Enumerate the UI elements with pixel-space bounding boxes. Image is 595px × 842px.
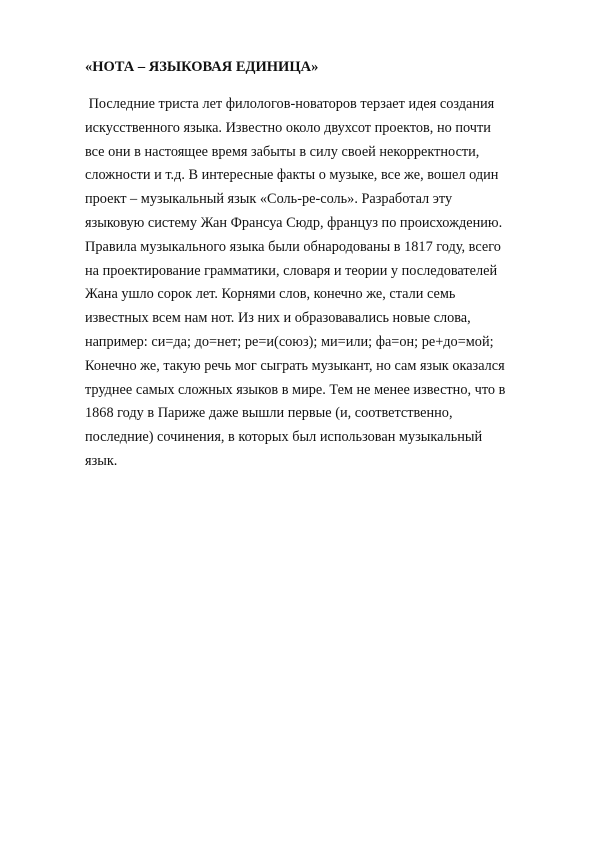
body-paragraph	[85, 93, 555, 474]
paragraph-line: Жана ушло сорок лет. Корнями слов, конечно же, стали семь	[85, 286, 456, 303]
paragraph-line: известных всем нам нот. Из них и образовавались новые слова,	[85, 310, 471, 327]
paragraph-line: на проектирование грамматики, словаря и теории у последователей	[85, 262, 498, 279]
paragraph-line: последние) сочинения, в которых был использован музыкальный	[85, 429, 483, 446]
paragraph-line: все они в настоящее время забыты в силу своей некорректности,	[85, 143, 480, 160]
paragraph-line: проект – музыкальный язык «Соль-ре-соль». Разработал эту	[85, 191, 453, 208]
paragraph-line: языковую систему Жан Франсуа Сюдр, француз по происхождению.	[85, 214, 503, 231]
paragraph-line: искусственного языка. Известно около двухсот проектов, но почти	[85, 119, 491, 136]
paragraph-line: Правила музыкального языка были обнародованы в 1817 году, всего	[85, 238, 501, 255]
paragraph-line: Последние триста лет филологов-новаторов терзает идея создания	[85, 96, 495, 112]
paragraph-line: сложности и т.д. В интересные факты о музыке, все же, вошел один	[85, 167, 499, 184]
paragraph-line: например: си=да; до=нет; ре=и(союз); ми=или; фа=он; ре+до=мой;	[85, 333, 494, 350]
paragraph-line: 1868 году в Париже даже вышли первые (и, соответственно,	[85, 405, 453, 422]
paragraph-line: Конечно же, такую речь мог сыграть музыкант, но сам язык оказался	[85, 357, 505, 374]
paragraph-line: труднее самых сложных языков в мире. Тем не менее известно, что в	[85, 381, 506, 398]
paragraph-line: язык.	[85, 452, 118, 469]
document-title: «НОТА – ЯЗЫКОВАЯ ЕДИНИЦА»	[85, 59, 319, 75]
